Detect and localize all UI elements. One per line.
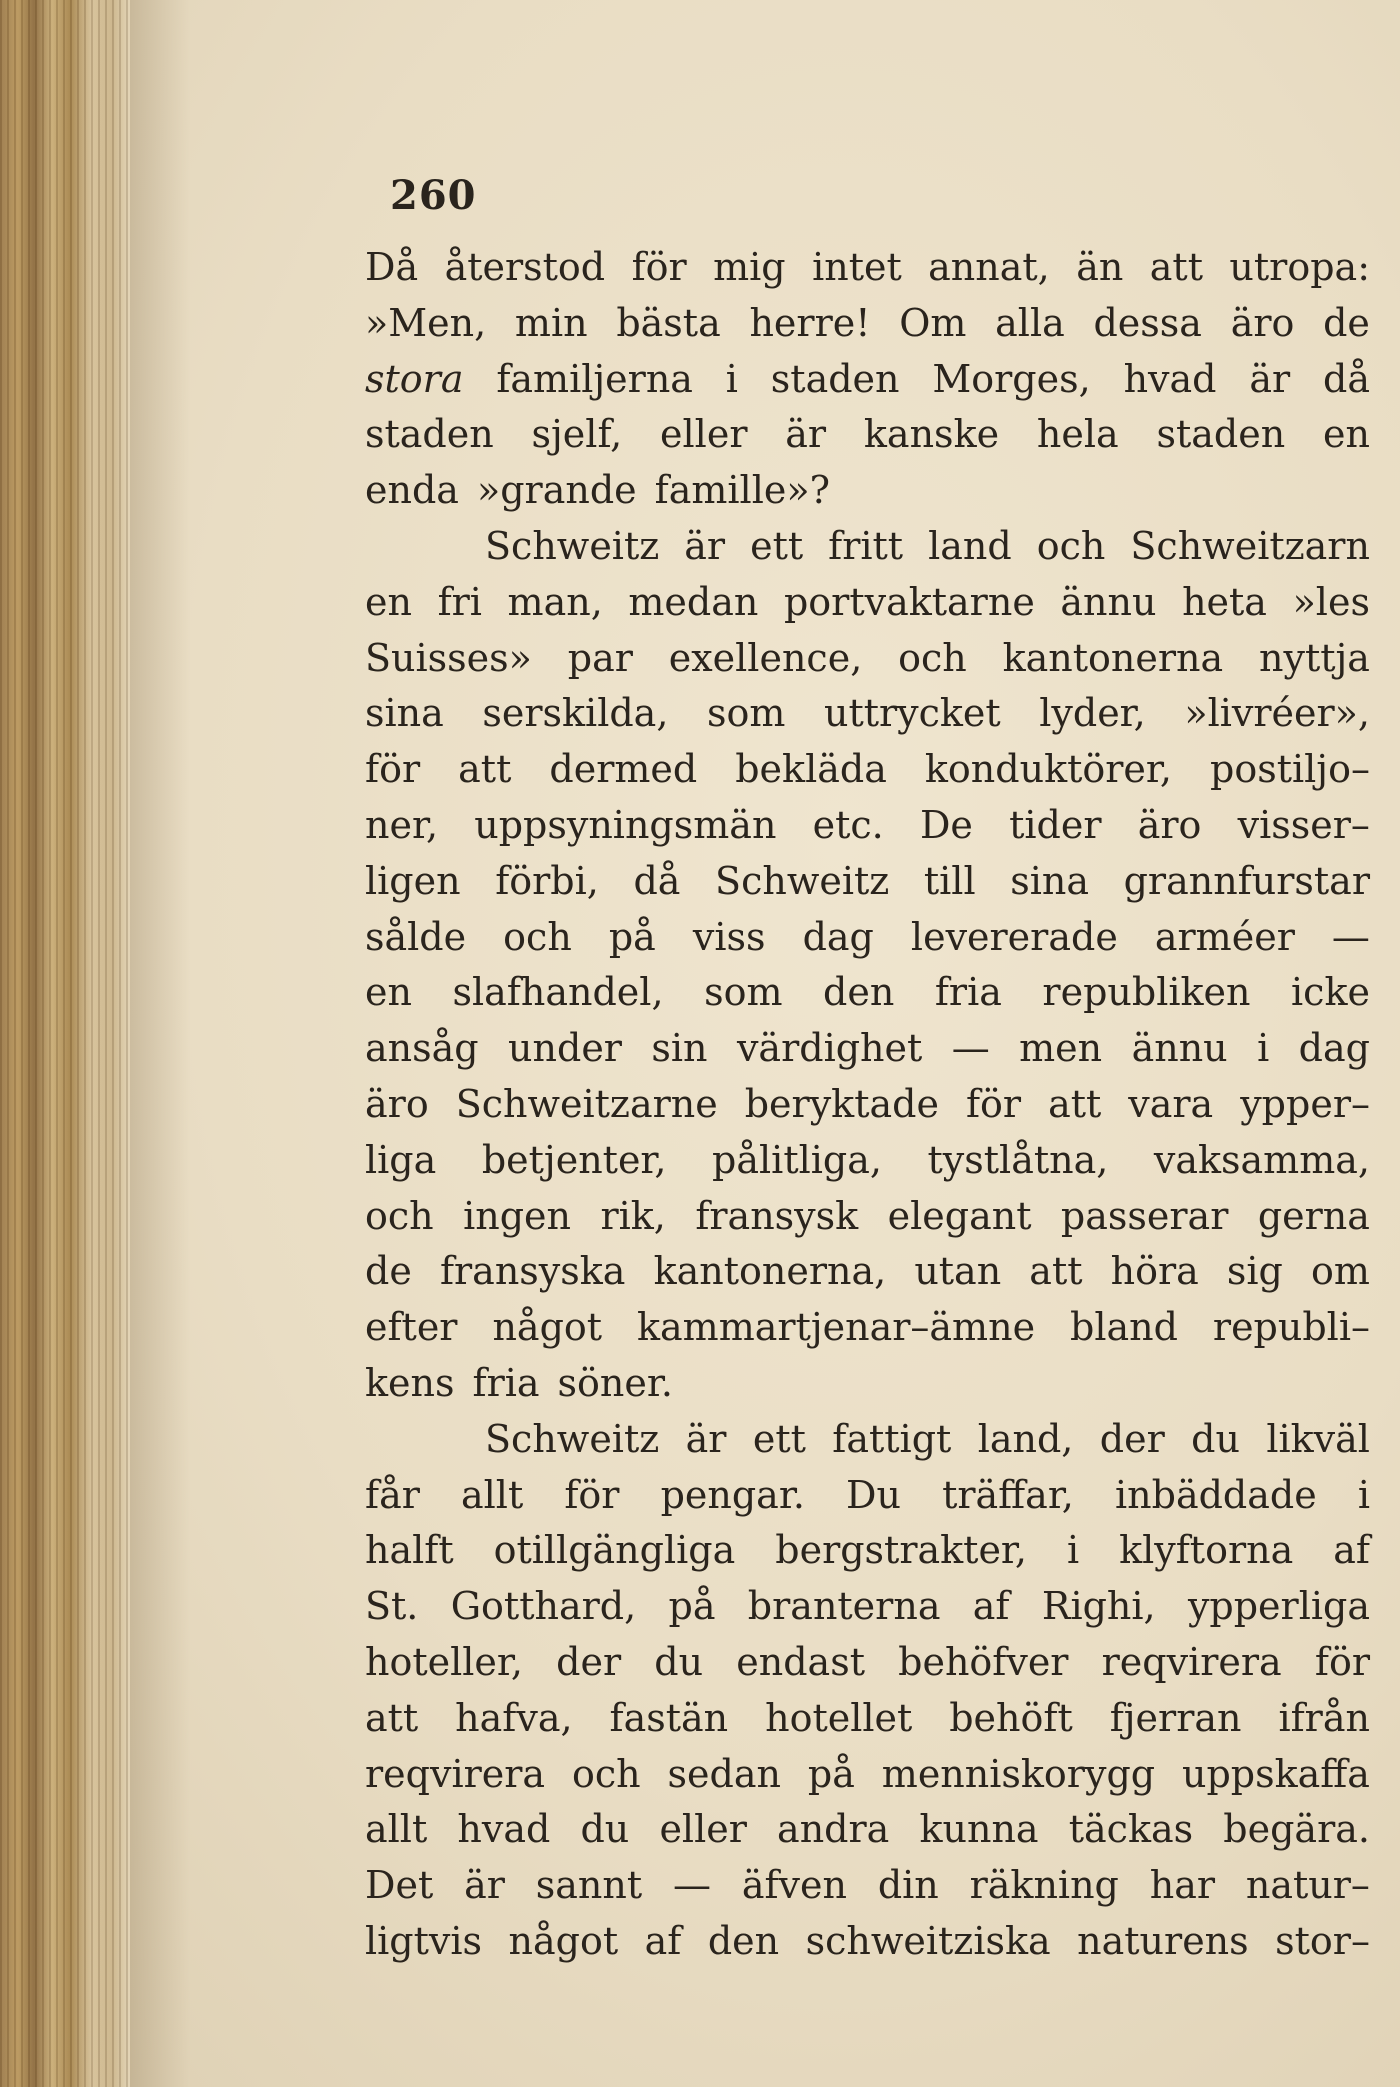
page-edges-texture (0, 0, 130, 2087)
text-line (365, 1691, 1370, 1747)
word: andra (777, 1807, 890, 1852)
word: som (706, 691, 786, 736)
word: staden (1156, 412, 1286, 457)
word: reqvirera (1101, 1639, 1282, 1684)
text-line (365, 686, 1370, 742)
word: bland (1070, 1305, 1178, 1350)
word: ligtvis (365, 1918, 483, 1963)
word: »grande (476, 468, 637, 513)
word: inbäddade (1115, 1472, 1317, 1517)
word: Righi, (1041, 1584, 1156, 1629)
word: man, (507, 579, 603, 624)
word: ifrån (1278, 1695, 1370, 1740)
word: tider (1009, 802, 1102, 847)
text-line (365, 575, 1370, 631)
word: behöft (949, 1695, 1073, 1740)
word: af (644, 1918, 682, 1963)
word: Schweitz (715, 858, 890, 903)
text-line (365, 1133, 1370, 1189)
word: äfven (741, 1863, 847, 1908)
word: hvad (1123, 356, 1217, 401)
word: min (514, 300, 588, 345)
word: allt (461, 1472, 524, 1517)
word: halft (365, 1528, 454, 1573)
word: pengar. (660, 1472, 805, 1517)
word: serskilda, (482, 691, 669, 736)
word: är (1249, 356, 1291, 401)
word: behöfver (898, 1639, 1069, 1684)
word: begära. (1223, 1807, 1370, 1852)
word: bergstrakter, (775, 1528, 1027, 1573)
text-line (365, 463, 1370, 519)
word: — (951, 1026, 990, 1071)
word: ett (750, 523, 804, 568)
word: familjerna (496, 356, 693, 401)
word: då (1323, 356, 1370, 401)
word: eller (660, 412, 748, 457)
word: Gotthard, (450, 1584, 637, 1629)
word: etc. (812, 802, 884, 847)
word: mig (713, 245, 786, 289)
word: sannt (535, 1863, 643, 1908)
word: men (1019, 1026, 1103, 1071)
word: än (1076, 245, 1124, 289)
word: rik, (600, 1193, 666, 1238)
text-line (365, 965, 1370, 1021)
word: till (923, 858, 976, 903)
word: fria (934, 970, 1002, 1015)
word: »livréer», (1184, 691, 1370, 736)
word: på (807, 1751, 855, 1796)
word: famille»? (654, 468, 830, 513)
text-line (365, 631, 1370, 687)
text-line (365, 1914, 1370, 1970)
word: för (1314, 1639, 1370, 1684)
word: nyttja (1259, 635, 1370, 680)
word: annat, (928, 245, 1050, 289)
word: Det (365, 1863, 434, 1908)
word: värdighet (736, 1026, 923, 1071)
word: dermed (549, 747, 698, 792)
word: är (785, 412, 827, 457)
word: — (1331, 914, 1370, 959)
word: fri (437, 579, 482, 624)
word: republi– (1212, 1305, 1370, 1350)
word: uppsyningsmän (474, 802, 777, 847)
page-number: 260 (390, 172, 477, 219)
word: De (919, 802, 973, 847)
word: fastän (609, 1695, 729, 1740)
word: du (580, 1807, 630, 1852)
text-line (365, 1021, 1370, 1077)
word: visser– (1237, 802, 1370, 847)
word: är (464, 1863, 505, 1908)
text-line (365, 910, 1370, 966)
word: äro (1230, 300, 1295, 345)
word: ner, (365, 802, 439, 847)
word: äro (1137, 802, 1202, 847)
word: kens (365, 1360, 455, 1405)
text-line (365, 1635, 1370, 1691)
word: är (685, 1416, 727, 1461)
word: då (633, 858, 681, 903)
word: för (965, 1081, 1022, 1126)
body-text (365, 240, 1370, 1970)
word: och (898, 635, 967, 680)
word: — (672, 1863, 711, 1908)
text-line (365, 407, 1370, 463)
word: pålitliga, (712, 1137, 882, 1182)
word: och (571, 1751, 641, 1796)
word: af (1333, 1528, 1370, 1573)
word: att (458, 747, 512, 792)
word: din (877, 1863, 939, 1908)
text-line (365, 1300, 1370, 1356)
word: portvaktarne (783, 579, 1035, 624)
text-line (365, 296, 1370, 352)
word: stor– (1275, 1918, 1370, 1963)
word: icke (1291, 970, 1370, 1015)
word: grannfurstar (1123, 858, 1370, 903)
word: Schweitzarn (1130, 523, 1370, 568)
word: enda (365, 468, 459, 513)
text-line (365, 1468, 1370, 1524)
word: något (492, 1305, 603, 1350)
word: höra (1110, 1249, 1199, 1294)
word: hoteller, (365, 1639, 523, 1684)
word: der (1099, 1416, 1165, 1461)
word: träffar, (942, 1472, 1074, 1517)
word: uttrycket (823, 691, 1001, 736)
word: schweitziska (805, 1918, 1051, 1963)
word: sina (365, 691, 444, 736)
word: fjerran (1109, 1695, 1242, 1740)
word: naturens (1077, 1918, 1249, 1963)
word: utan (914, 1249, 1002, 1294)
word: ett (752, 1416, 806, 1461)
word: beryktade (744, 1081, 939, 1126)
word: par (567, 635, 633, 680)
word: Om (899, 300, 967, 345)
word: kunna (919, 1807, 1039, 1852)
text-line (365, 1747, 1370, 1803)
word: ypper– (1240, 1081, 1370, 1126)
word: och (503, 914, 572, 959)
word: uppskaffa (1182, 1751, 1370, 1796)
word: vaksamma, (1153, 1137, 1370, 1182)
word: land, (977, 1416, 1074, 1461)
word: menniskorygg (881, 1751, 1156, 1796)
word: som (704, 970, 783, 1015)
word: viss (692, 914, 766, 959)
text-line (365, 742, 1370, 798)
word: kanske (863, 412, 1000, 457)
word: för (631, 245, 687, 289)
text-line (365, 1858, 1370, 1914)
word: ännu (1131, 1026, 1228, 1071)
word: att (1048, 1081, 1102, 1126)
word: heta (1182, 579, 1267, 624)
word: sig (1226, 1249, 1283, 1294)
word: i (1257, 1026, 1270, 1071)
word: fritt (828, 523, 904, 568)
text-line (365, 1523, 1370, 1579)
word: vara (1128, 1081, 1214, 1126)
word: kammartjenar–ämne (637, 1305, 1036, 1350)
word: liga (365, 1137, 437, 1182)
word: fria (472, 1360, 540, 1405)
word: och (1036, 523, 1106, 568)
word: de (365, 1249, 412, 1294)
word: ännu (1060, 579, 1157, 624)
word: eller (659, 1807, 747, 1852)
word: efter (365, 1305, 458, 1350)
word: är (684, 523, 726, 568)
word: konduktörer, (924, 747, 1172, 792)
word: under (508, 1026, 622, 1071)
word: i (1357, 1472, 1370, 1517)
word: kantonerna, (653, 1249, 887, 1294)
text-line (365, 1356, 1370, 1412)
word: de (1323, 300, 1370, 345)
word: passerar (1060, 1193, 1229, 1238)
word: intet (812, 245, 902, 289)
word: kantonerna (1002, 635, 1224, 680)
word: endast (736, 1639, 865, 1684)
word: för (564, 1472, 620, 1517)
word: sin (651, 1026, 708, 1071)
word: sedan (667, 1751, 781, 1796)
word: elegant (887, 1193, 1032, 1238)
word: ypperliga (1187, 1584, 1370, 1629)
text-line (365, 240, 1370, 296)
word: allt (365, 1807, 428, 1852)
text-line (365, 798, 1370, 854)
word: der (556, 1639, 622, 1684)
word: utropa: (1229, 245, 1370, 289)
word: ingen (463, 1193, 571, 1238)
word: i (1066, 1528, 1080, 1573)
word: en (365, 579, 412, 624)
word: Du (846, 1472, 901, 1517)
word: täckas (1068, 1807, 1194, 1852)
word: branterna (747, 1584, 941, 1629)
text-line (365, 352, 1370, 408)
word: dag (802, 914, 874, 959)
word: Schweitz (485, 523, 660, 568)
word: staden (365, 412, 494, 457)
word: Schweitzarne (455, 1081, 718, 1126)
word: hotellet (765, 1695, 913, 1740)
word: återstod (444, 245, 606, 289)
word: staden (770, 356, 900, 401)
word: får (365, 1472, 420, 1517)
text-line (365, 1077, 1370, 1133)
text-line (365, 519, 1370, 575)
word: en (1322, 412, 1370, 457)
word: sålde (365, 914, 467, 959)
word: om (1310, 1249, 1370, 1294)
word: Då (365, 245, 419, 289)
word: fransysk (695, 1193, 859, 1238)
word: republiken (1042, 970, 1251, 1015)
word: hafva, (455, 1695, 573, 1740)
word: slafhandel, (452, 970, 664, 1015)
word: sina (1010, 858, 1089, 903)
word: Morges, (932, 356, 1091, 401)
word: »Men, (365, 300, 487, 345)
word: betjenter, (481, 1137, 667, 1182)
word: exellence, (668, 635, 863, 680)
word: fattigt (832, 1416, 952, 1461)
word: du (1191, 1416, 1240, 1461)
word: herre! (749, 300, 871, 345)
word: lyder, (1039, 691, 1146, 736)
word: stora (365, 356, 464, 401)
word: har (1149, 1863, 1216, 1908)
word: postiljo– (1210, 747, 1370, 792)
word: St. (365, 1584, 419, 1629)
word: för (365, 747, 421, 792)
word: dessa (1093, 300, 1202, 345)
word: förbi, (495, 858, 599, 903)
word: gerna (1257, 1193, 1370, 1238)
word: söner. (557, 1360, 673, 1405)
word: alla (995, 300, 1065, 345)
gutter-shadow (130, 0, 190, 2087)
word: af (972, 1584, 1010, 1629)
word: något (508, 1918, 619, 1963)
word: sjelf, (531, 412, 623, 457)
word: likväl (1266, 1416, 1370, 1461)
word: land (928, 523, 1012, 568)
word: bekläda (735, 747, 887, 792)
word: på (668, 1584, 716, 1629)
word: ansåg (365, 1026, 479, 1071)
text-line (365, 1802, 1370, 1858)
word: bästa (616, 300, 721, 345)
word: räkning (969, 1863, 1119, 1908)
word: Suisses» (365, 635, 532, 680)
word: äro (365, 1081, 429, 1126)
word: Schweitz (485, 1416, 660, 1461)
word: på (608, 914, 656, 959)
word: att (1149, 245, 1203, 289)
text-line (365, 1579, 1370, 1635)
word: »les (1292, 579, 1370, 624)
text-line (365, 1412, 1370, 1468)
word: natur– (1245, 1863, 1370, 1908)
word: och (365, 1193, 434, 1238)
word: fransyska (439, 1249, 626, 1294)
text-line (365, 854, 1370, 910)
word: klyftorna (1119, 1528, 1294, 1573)
word: den (823, 970, 895, 1015)
word: att (1029, 1249, 1083, 1294)
word: den (707, 1918, 780, 1963)
word: medan (628, 579, 759, 624)
word: ligen (365, 858, 461, 903)
word: reqvirera (365, 1751, 546, 1796)
word: du (654, 1639, 704, 1684)
word: en (365, 970, 412, 1015)
word: i (725, 356, 738, 401)
text-line (365, 1244, 1370, 1300)
word: hela (1036, 412, 1119, 457)
text-line (365, 1189, 1370, 1245)
word: otillgängliga (493, 1528, 736, 1573)
word: dag (1298, 1026, 1370, 1071)
word: tystlåtna, (927, 1137, 1109, 1182)
word: arméer (1154, 914, 1295, 959)
word: att (365, 1695, 419, 1740)
word: hvad (457, 1807, 551, 1852)
word: levererade (910, 914, 1118, 959)
